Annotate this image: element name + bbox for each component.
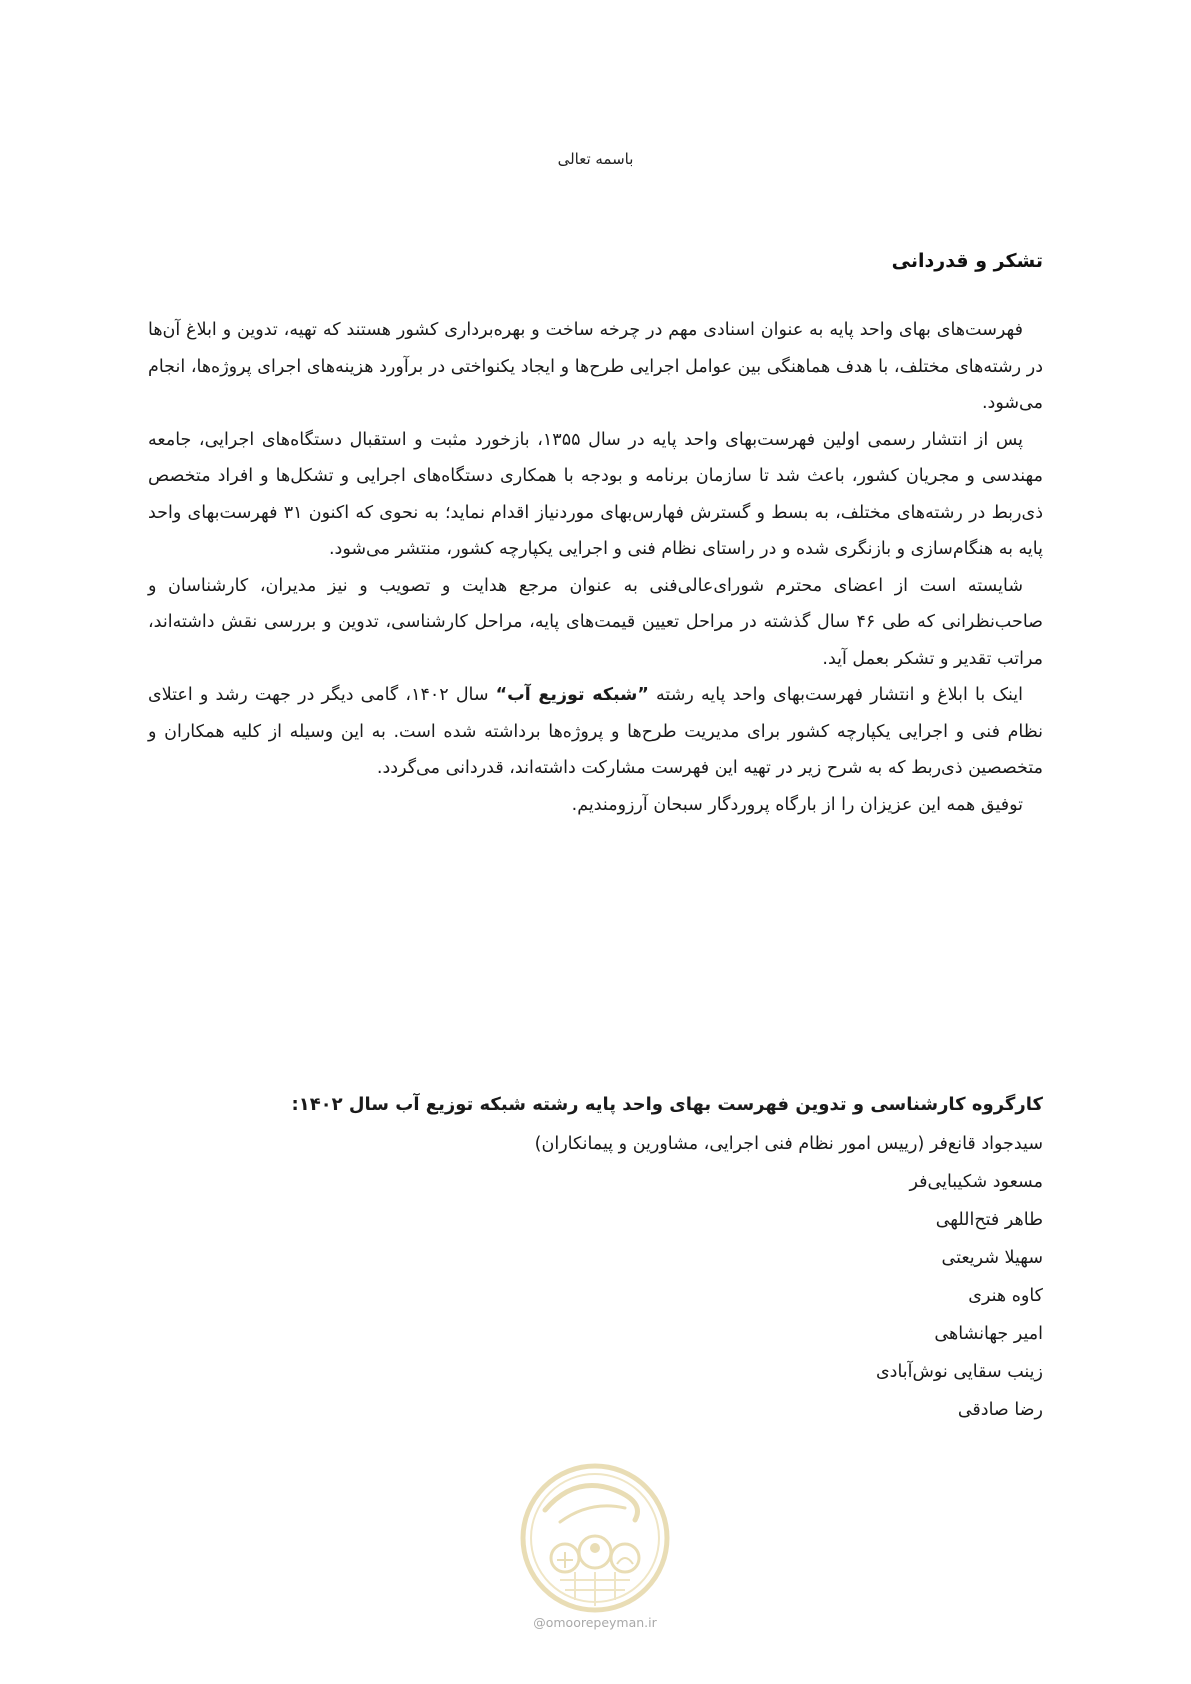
team-member: رضا صادقی xyxy=(957,1400,1043,1420)
team-member: زینب سقایی نوش‌آبادی xyxy=(875,1362,1043,1382)
acknowledgement-body xyxy=(148,312,1043,823)
team-member: سیدجواد قانع‌فر (رییس امور نظام فنی اجرایی، مشاورین و پیمانکاران) xyxy=(534,1134,1043,1154)
team-title: کارگروه کارشناسی و تدوین فهرست بهای واحد پایه رشته شبکه توزیع آب سال ۱۴۰۲: xyxy=(291,1094,1043,1115)
paragraph-4-before: اینک با ابلاغ و انتشار فهرست‌بهای واحد پایه رشته xyxy=(648,685,1024,705)
paragraph-3: شایسته است از اعضای محترم شورای‌عالی‌فنی به عنوان مرجع هدایت و تصویب و نیز مدیران، کارشناسان و صاحب‌نظرانی که طی ۴۶ سال گذشته در مراحل تعیین قیمت‌های پایه، مراحل کارشناسی، تدوین و بررسی نقش داشته‌اند، مراتب تقدیر و تشکر بعمل آید. xyxy=(148,575,1044,669)
closing-line: توفیق همه این عزیزان را از بارگاه پروردگار سبحان آرزومندیم. xyxy=(571,794,1023,815)
team-member: سهیلا شریعتی xyxy=(941,1248,1043,1268)
paragraph-4-after: سال ۱۴۰۲، گامی دیگر در جهت رشد و اعتلای نظام فنی و اجرایی یکپارچه کشور برای مدیریت طرح‌ها و پروژه‌ها برداشته شده است. به این وسیله از کلیه همکاران و متخصصین ذی‌ربط که به شرح زیر در تهیه این فهرست مشارکت داشته‌اند، قدردانی می‌گردد. xyxy=(148,685,1043,778)
team-members-list xyxy=(148,1125,1043,1429)
seal-icon xyxy=(505,1460,685,1620)
paragraph-4 xyxy=(148,677,1043,787)
paragraph-2: پس از انتشار رسمی اولین فهرست‌بهای واحد پایه در سال ۱۳۵۵، بازخورد مثبت و استقبال دستگاه‌های اجرایی، جامعه مهندسی و مجریان کشور، باعث شد تا سازمان برنامه و بودجه با همکاری دستگاه‌های اجرایی و تشکل‌ها و افراد متخصص ذی‌ربط در رشته‌های مختلف، به بسط و گسترش فهارس‌بهای موردنیاز اقدام نماید؛ به نحوی که اکنون ۳۱ فهرست‌بهای واحد پایه به هنگام‌سازی و بازنگری شده و در راستای نظام فنی و اجرایی یکپارچه کشور، منتشر می‌شود. xyxy=(148,429,1043,559)
watermark-seal-logo xyxy=(505,1460,685,1660)
paragraph-4-bold-title: ”شبکه توزیع آب“ xyxy=(495,685,649,705)
team-member: امیر جهانشاهی xyxy=(934,1324,1043,1344)
paragraph-1: فهرست‌های بهای واحد پایه به عنوان اسنادی مهم در چرخه ساخت و بهره‌برداری کشور هستند که تهیه، تدوین و ابلاغ آن‌ها در رشته‌های مختلف، با هدف هماهنگی بین عوامل اجرایی طرح‌ها و ایجاد یکنواختی در برآورد هزینه‌های اجرای پروژه‌ها، انجام می‌شود. xyxy=(148,320,1043,413)
section-heading: تشکر و قدردانی xyxy=(891,250,1043,272)
team-member: کاوه هنری xyxy=(968,1286,1043,1306)
team-member: طاهر فتح‌اللهی xyxy=(935,1210,1043,1230)
team-section xyxy=(148,1094,1043,1429)
basmala-header: باسمه تعالی xyxy=(557,150,634,168)
watermark-caption: @omoorepeyman.ir xyxy=(533,1615,657,1630)
team-member: مسعود شکیبایی‌فر xyxy=(909,1172,1043,1192)
